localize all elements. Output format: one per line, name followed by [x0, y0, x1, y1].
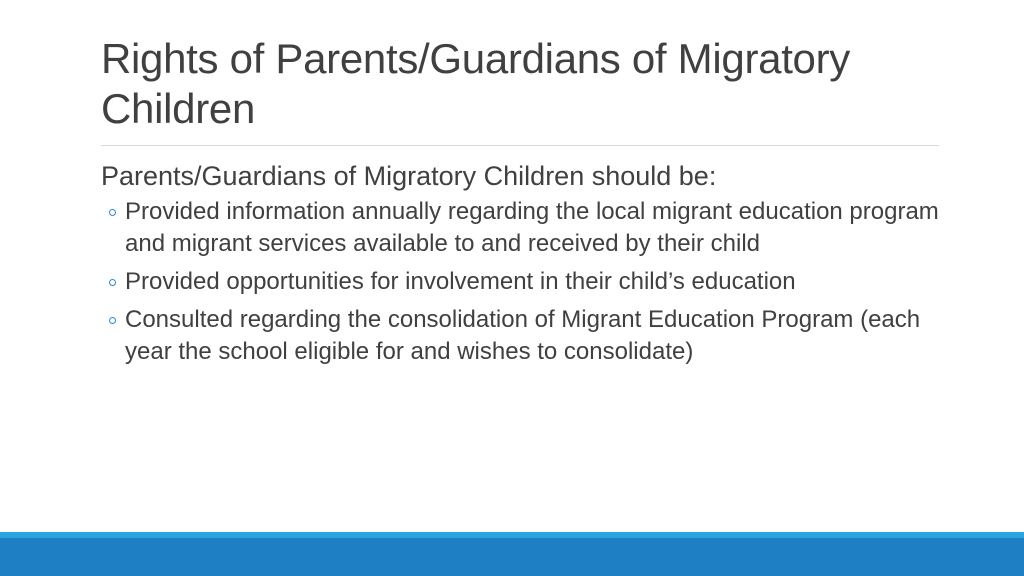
slide-body: [101, 158, 941, 374]
footer-band: [0, 538, 1024, 576]
list-item: [101, 304, 941, 368]
title-divider: [101, 145, 939, 146]
list-item: [101, 196, 941, 260]
lead-text: Parents/Guardians of Migratory Children should be:: [101, 161, 717, 191]
hollow-circle-bullet-icon: [109, 317, 116, 324]
list-item: [101, 266, 941, 298]
hollow-circle-bullet-icon: [109, 279, 116, 286]
bullet-text: Provided opportunities for involvement in their child’s education: [125, 268, 796, 295]
bullet-text: Consulted regarding the consolidation of Migrant Education Program (each year the school eligible for and wishes to consolidate): [125, 306, 921, 365]
bullet-text: Provided information annually regarding the local migrant education program and migrant services available to and received by their child: [125, 198, 939, 257]
bullet-list: [101, 196, 941, 368]
hollow-circle-bullet-icon: [109, 209, 116, 216]
slide-title: Rights of Parents/Guardians of Migratory Children: [101, 35, 851, 132]
